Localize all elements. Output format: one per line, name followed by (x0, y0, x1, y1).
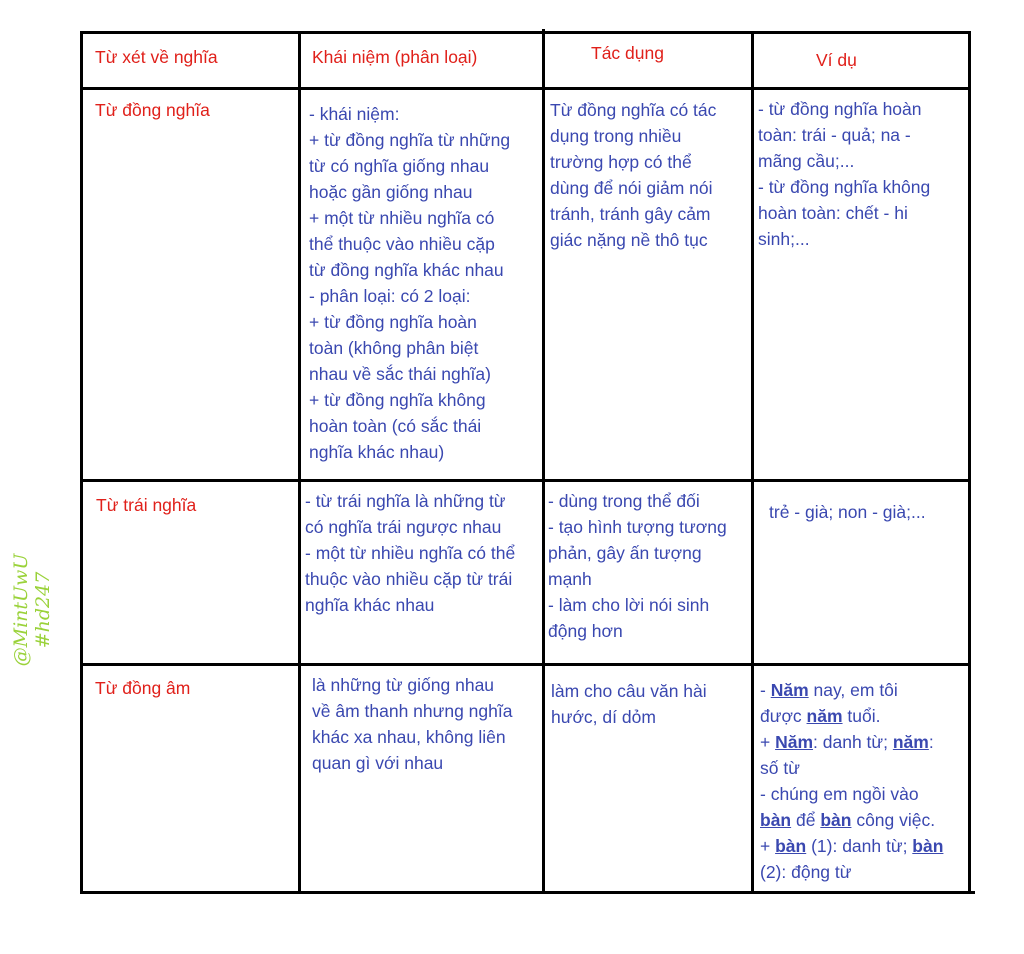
text-line: có nghĩa trái ngược nhau (305, 517, 502, 537)
keyword-ban: bàn (775, 836, 807, 856)
text-line: là những từ giống nhau (312, 675, 495, 695)
row3-usage (551, 678, 707, 730)
text-line: thể thuộc vào nhiều cặp (309, 234, 495, 254)
table-border-top (80, 31, 971, 34)
table-border-bottom (80, 891, 975, 894)
dash-text: - (760, 680, 771, 700)
plain-text: : (928, 732, 934, 752)
text-line: + từ đồng nghĩa không (309, 390, 486, 410)
text-line: + từ đồng nghĩa từ những (309, 130, 511, 150)
plain-text: : danh từ; (813, 732, 893, 752)
text-line (760, 703, 943, 729)
keyword-nam: năm (892, 732, 929, 752)
row1-divider (80, 479, 971, 482)
text-line: làm cho câu văn hài (551, 681, 707, 701)
plain-text: để (791, 810, 821, 830)
text-line: động hơn (548, 621, 623, 641)
row1-example (758, 96, 930, 252)
keyword-ban: bàn (760, 810, 792, 830)
text-line: - làm cho lời nói sinh (548, 595, 710, 615)
text-line: nghĩa khác nhau (305, 595, 435, 615)
text-line: - dùng trong thể đối (548, 491, 700, 511)
text-line: - khái niệm: (309, 104, 400, 124)
text-line: - tạo hình tượng tương (548, 517, 727, 537)
text-line: - từ đồng nghĩa không (758, 177, 931, 197)
keyword-nam: Năm (775, 732, 814, 752)
keyword-nam: năm (806, 706, 843, 726)
text-line: số từ (760, 758, 800, 778)
row2-example: trẻ - già; non - già;... (769, 502, 926, 522)
text-line: - từ đồng nghĩa hoàn (758, 99, 922, 119)
column-divider-2 (542, 29, 545, 894)
text-line (760, 833, 943, 859)
text-line (760, 677, 943, 703)
text-line: sinh;... (758, 229, 810, 249)
header-example: Ví dụ (816, 50, 857, 70)
text-line: hoàn toàn (có sắc thái (309, 416, 482, 436)
text-line: quan gì với nhau (312, 753, 444, 773)
plain-text: tuổi. (842, 706, 881, 726)
text-line: hước, dí dỏm (551, 707, 656, 727)
text-line: (2): động từ (760, 862, 852, 882)
text-line: thuộc vào nhiều cặp từ trái (305, 569, 513, 589)
text-line: nhau về sắc thái nghĩa) (309, 364, 491, 384)
text-line: hoàn toàn: chết - hi (758, 203, 908, 223)
row2-concept (305, 488, 515, 618)
text-line: giác nặng nề thô tục (550, 230, 708, 250)
row3-example (760, 677, 943, 885)
row3-term: Từ đồng âm (95, 678, 191, 698)
plain-text: (1): danh từ; (806, 836, 913, 856)
text-line: toàn (không phân biệt (309, 338, 479, 358)
text-line: từ có nghĩa giống nhau (309, 156, 490, 176)
plus-text: + (760, 732, 776, 752)
plain-text: được (760, 706, 807, 726)
keyword-ban: bàn (912, 836, 944, 856)
text-line: trường hợp có thể (550, 152, 692, 172)
watermark-line-2: #hd247 (32, 571, 54, 649)
header-concept: Khái niệm (phân loại) (312, 47, 478, 67)
watermark (10, 510, 54, 710)
text-line: tránh, tránh gây cảm (550, 204, 711, 224)
plus-text: + (760, 836, 776, 856)
row1-usage (550, 97, 716, 253)
text-line: + từ đồng nghĩa hoàn (309, 312, 477, 332)
text-line: toàn: trái - quả; na - (758, 125, 911, 145)
column-divider-3 (751, 31, 754, 894)
text-line: - từ trái nghĩa là những từ (305, 491, 506, 511)
row1-term: Từ đồng nghĩa (95, 100, 210, 120)
text-line: + một từ nhiều nghĩa có (309, 208, 495, 228)
text-line: dụng trong nhiều (550, 126, 682, 146)
text-line: mạnh (548, 569, 592, 589)
text-line: - một từ nhiều nghĩa có thể (305, 543, 516, 563)
text-line: hoặc gần giống nhau (309, 182, 473, 202)
text-line: Từ đồng nghĩa có tác (550, 100, 717, 120)
text-line: - phân loại: có 2 loại: (309, 286, 471, 306)
keyword-ban: bàn (820, 810, 852, 830)
watermark-line-1: @MintUwU (10, 553, 32, 667)
text-line: từ đồng nghĩa khác nhau (309, 260, 504, 280)
keyword-nam: Năm (770, 680, 809, 700)
text-line: nghĩa khác nhau) (309, 442, 445, 462)
header-term: Từ xét về nghĩa (95, 47, 218, 67)
text-line: dùng để nói giảm nói (550, 178, 713, 198)
text-line (760, 729, 943, 755)
row1-concept (309, 101, 510, 465)
plain-text: nay, em tôi (808, 680, 898, 700)
row2-term: Từ trái nghĩa (96, 495, 197, 515)
row2-divider (80, 663, 971, 666)
row2-usage (548, 488, 727, 644)
plain-text: công việc. (851, 810, 936, 830)
text-line: phản, gây ấn tượng (548, 543, 702, 563)
text-line: mãng cầu;... (758, 151, 855, 171)
text-line: - chúng em ngồi vào (760, 784, 919, 804)
row3-concept (312, 672, 512, 776)
text-line (760, 807, 943, 833)
header-row-divider (80, 87, 971, 90)
text-line: khác xa nhau, không liên (312, 727, 506, 747)
table-border-left (80, 31, 83, 894)
table-border-right (968, 31, 971, 894)
column-divider-1 (298, 31, 301, 894)
text-line: về âm thanh nhưng nghĩa (312, 701, 513, 721)
header-usage: Tác dụng (591, 43, 664, 63)
